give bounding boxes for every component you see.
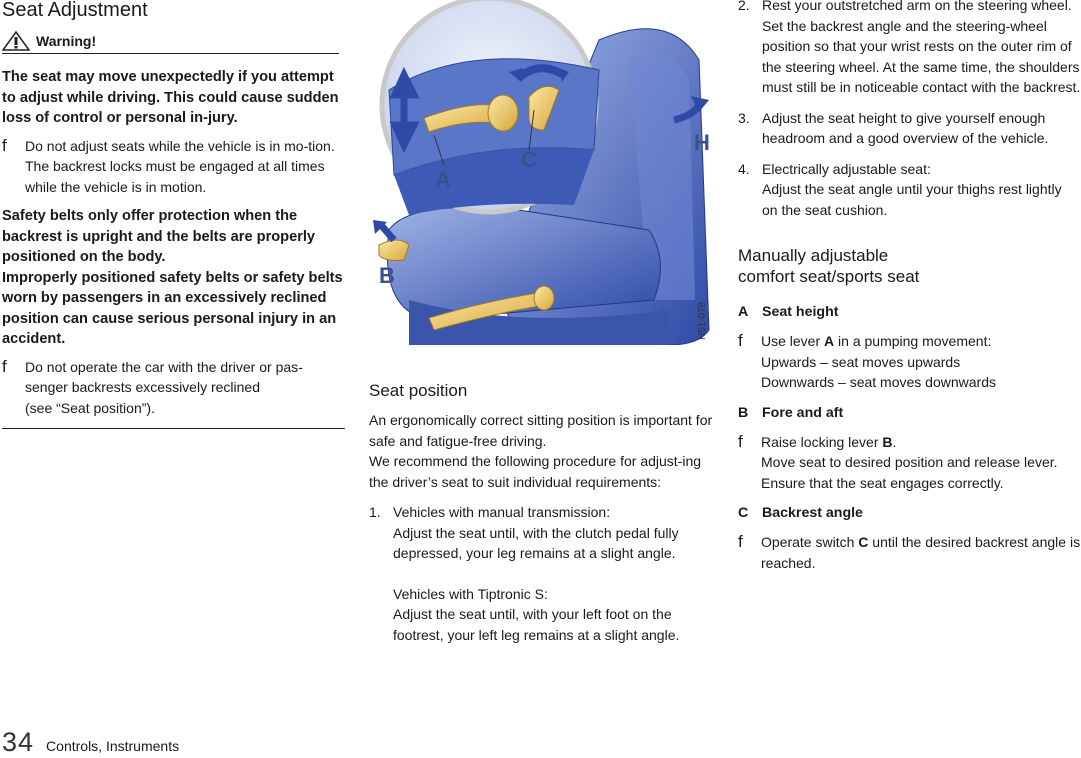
bullet-marker: f bbox=[738, 431, 743, 451]
section-c-op-post: until the desired backrest angle is reached. bbox=[761, 534, 1081, 571]
section-b-raise-pre: Raise locking lever bbox=[761, 433, 883, 450]
section-c-bullet bbox=[738, 532, 1081, 573]
section-b-bullet bbox=[738, 432, 1081, 494]
warning-text-1: The seat may move unexpectedly if you attempt to adjust while driving. This could cause sudden loss of control or personal in-jury. bbox=[2, 69, 339, 126]
bullet-marker: f bbox=[2, 135, 7, 155]
section-b-letter: B bbox=[738, 404, 749, 421]
section-b-heading bbox=[738, 403, 1081, 423]
callout-b: B bbox=[379, 263, 395, 288]
step-1-line-3: Vehicles with Tiptronic S: bbox=[393, 585, 548, 602]
step-number: 4. bbox=[738, 160, 750, 177]
section-a-up: Upwards – seat moves upwards bbox=[761, 353, 961, 370]
section-b-raise-lever: B bbox=[882, 433, 893, 450]
column-warning bbox=[2, 0, 345, 429]
callout-h: H bbox=[694, 130, 710, 155]
bullet-marker: f bbox=[738, 331, 743, 350]
warning-end-rule bbox=[2, 428, 345, 429]
section-a-title: Seat height bbox=[762, 304, 839, 320]
step-4 bbox=[738, 159, 1081, 221]
section-b-raise bbox=[761, 432, 1058, 453]
warning-bullet-1b: The backrest locks must be engaged at all times while the vehicle is in motion. bbox=[25, 158, 325, 195]
section-a-use bbox=[761, 331, 996, 352]
callout-a: A bbox=[435, 167, 451, 192]
warning-triangle-icon bbox=[2, 31, 30, 51]
section-b-ensure: Ensure that the seat engages correctly. bbox=[761, 474, 1004, 491]
step-number: 3. bbox=[738, 109, 750, 126]
section-a-use-lever: A bbox=[824, 333, 835, 349]
warning-bullet-2b: (see “Seat position”). bbox=[25, 399, 155, 416]
seat-position-intro-2: We recommend the following procedure for adjust-ing the driver’s seat to suit individual requirements: bbox=[369, 453, 702, 490]
warning-text-3: Improperly positioned safety belts or safety belts worn by passengers in an excessively reclined position can cause serious personal injury in an accident. bbox=[2, 269, 343, 347]
callout-c: C bbox=[521, 147, 537, 172]
warning-label: Warning! bbox=[36, 33, 97, 49]
step-4-line-1: Electrically adjustable seat: bbox=[762, 160, 931, 177]
step-number: 1. bbox=[369, 504, 381, 520]
section-a-use-pre: Use lever bbox=[761, 333, 825, 349]
section-a-bullet bbox=[738, 331, 1081, 393]
step-1-line-1: Vehicles with manual transmission: bbox=[393, 504, 611, 520]
section-a-down: Downwards – seat moves downwards bbox=[761, 374, 996, 390]
section-c-op-pre: Operate switch bbox=[761, 534, 859, 550]
page-footer bbox=[2, 727, 179, 758]
lever-b bbox=[379, 240, 409, 260]
step-3 bbox=[738, 108, 1081, 149]
seat-illustration bbox=[369, 0, 715, 345]
manual-title-2: comfort seat/sports seat bbox=[738, 267, 920, 286]
page-number: 34 bbox=[2, 727, 35, 757]
warning-bullet-2 bbox=[2, 357, 345, 419]
section-c-op-switch: C bbox=[858, 534, 869, 550]
section-a-heading bbox=[738, 302, 1081, 322]
warning-text-2: Safety belts only offer protection when the backrest is upright and the belts are properly positioned on the body. bbox=[2, 208, 316, 265]
step-1 bbox=[369, 502, 715, 645]
section-b-move: Move seat to desired position and release lever. bbox=[761, 454, 1058, 470]
bullet-marker: f bbox=[738, 532, 743, 551]
seat-position-intro-1: An ergonomically correct sitting position is important for safe and fatigue-free driving. bbox=[369, 412, 713, 449]
warning-header bbox=[2, 31, 339, 54]
section-c-op bbox=[761, 532, 1081, 573]
step-3-line-1: Adjust the seat height to give yourself enough headroom and a good overview of the vehicle. bbox=[762, 109, 1049, 146]
step-4-line-2: Adjust the seat angle until your thighs rest lightly on the seat cushion. bbox=[762, 181, 1062, 218]
bullet-marker: f bbox=[2, 356, 7, 376]
seat-position-title: Seat position bbox=[369, 381, 468, 400]
step-1-line-4: Adjust the seat until, with your left foot on the footrest, your left leg remains at a slight angle. bbox=[393, 606, 680, 643]
section-b-raise-post: . bbox=[892, 433, 897, 450]
figure-code: H51-078 bbox=[697, 301, 708, 340]
step-1-line-2: Adjust the seat until, with the clutch pedal fully depressed, your leg remains at a slight angle. bbox=[393, 524, 679, 561]
step-number: 2. bbox=[738, 0, 750, 13]
section-c-heading bbox=[738, 503, 1081, 523]
warning-bullet-1a: Do not adjust seats while the vehicle is in mo-tion. bbox=[25, 137, 335, 154]
warning-bullet-1 bbox=[2, 136, 345, 198]
page-heading: Seat Adjustment bbox=[2, 0, 148, 21]
section-c-letter: C bbox=[738, 505, 749, 521]
column-manual-adjust bbox=[738, 0, 1081, 573]
step-2-line-2: Set the backrest angle and the steering-wheel position so that your wrist rests on the outer rim of the steering wheel. At the same time, the shoulders must still be in noticeable contact with the backrest. bbox=[762, 17, 1081, 95]
section-a-letter: A bbox=[738, 304, 749, 320]
warning-bullet-2a: Do not operate the car with the driver or pas-senger backrests excessively reclined bbox=[25, 358, 303, 395]
manual-title-1: Manually adjustable bbox=[738, 246, 889, 265]
footer-section: Controls, Instruments bbox=[46, 738, 180, 754]
section-c-title: Backrest angle bbox=[762, 505, 863, 521]
section-a-use-post: in a pumping movement: bbox=[834, 333, 992, 349]
step-2-line-1: Rest your outstretched arm on the steering wheel. bbox=[762, 0, 1072, 13]
step-2 bbox=[738, 0, 1081, 98]
section-b-title: Fore and aft bbox=[762, 404, 844, 421]
